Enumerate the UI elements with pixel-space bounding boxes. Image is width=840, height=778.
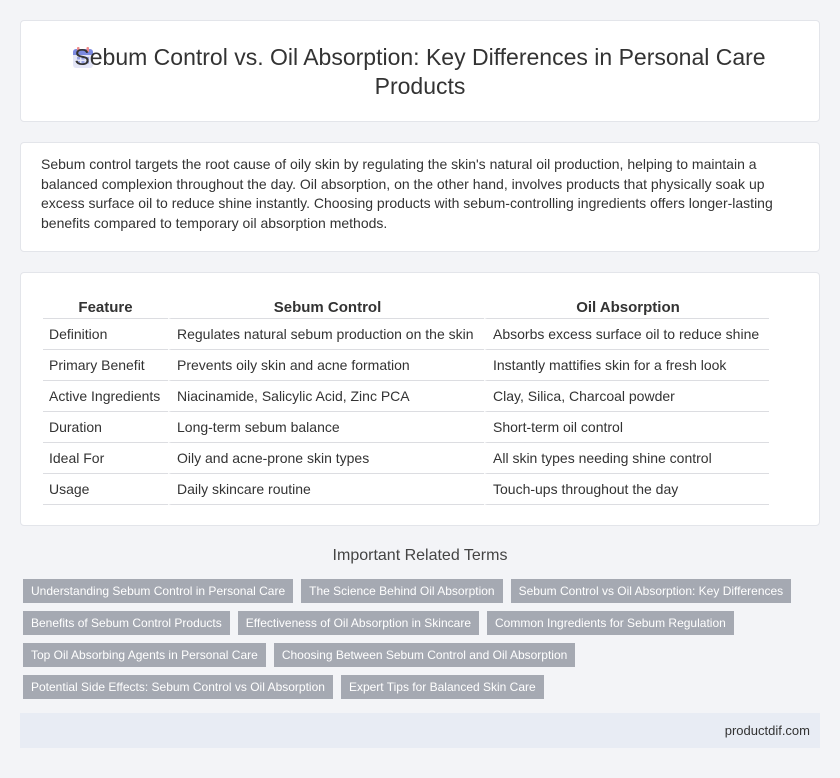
column-header-sebum-control: Sebum Control	[168, 295, 484, 319]
intro-paragraph: Sebum control targets the root cause of oily skin by regulating the skin's natural oil production, helping to maintain a balanced complexion throughout the day. Oil absorption, on the other hand, involves products that physically soak up excess surface oil to reduce shine instantly. Choosing products with sebum-controlling ingredients offers longer-lasting benefits compared to temporary oil absorption methods.	[41, 156, 773, 231]
related-term-link[interactable]: The Science Behind Oil Absorption	[301, 579, 502, 603]
table-cell: Niacinamide, Salicylic Acid, Zinc PCA	[168, 381, 484, 412]
tag-row	[23, 643, 813, 667]
related-term-link[interactable]: Common Ingredients for Sebum Regulation	[487, 611, 734, 635]
table-header-row	[43, 295, 769, 319]
table-cell: Prevents oily skin and acne formation	[168, 350, 484, 381]
table-row	[43, 412, 769, 443]
table-row	[43, 381, 769, 412]
table-cell: Ideal For	[43, 443, 168, 474]
table-cell: Short-term oil control	[484, 412, 769, 443]
intro-card	[20, 142, 820, 252]
table-cell: Long-term sebum balance	[168, 412, 484, 443]
table-cell: Touch-ups throughout the day	[484, 474, 769, 505]
table-cell: Clay, Silica, Charcoal powder	[484, 381, 769, 412]
table-cell: Usage	[43, 474, 168, 505]
table-cell: Active Ingredients	[43, 381, 168, 412]
comparison-table	[43, 295, 769, 505]
related-term-link[interactable]: Benefits of Sebum Control Products	[23, 611, 230, 635]
comparison-card	[20, 272, 820, 526]
related-terms-list	[23, 579, 813, 707]
table-cell: Regulates natural sebum production on the skin	[168, 319, 484, 350]
related-term-link[interactable]: Top Oil Absorbing Agents in Personal Care	[23, 643, 266, 667]
related-term-link[interactable]: Potential Side Effects: Sebum Control vs Oil Absorption	[23, 675, 333, 699]
table-cell: Instantly mattifies skin for a fresh look	[484, 350, 769, 381]
related-term-link[interactable]: Sebum Control vs Oil Absorption: Key Differences	[511, 579, 792, 603]
header-card	[20, 20, 820, 122]
related-term-link[interactable]: Understanding Sebum Control in Personal Care	[23, 579, 293, 603]
table-cell: Definition	[43, 319, 168, 350]
table-row	[43, 443, 769, 474]
tag-row	[23, 675, 813, 699]
tag-row	[23, 611, 813, 635]
table-cell: Primary Benefit	[43, 350, 168, 381]
table-cell: Absorbs excess surface oil to reduce shine	[484, 319, 769, 350]
table-cell: Oily and acne-prone skin types	[168, 443, 484, 474]
column-header-oil-absorption: Oil Absorption	[484, 295, 769, 319]
footer-site-name: productdif.com	[724, 723, 810, 738]
tag-row	[23, 579, 813, 603]
related-term-link[interactable]: Effectiveness of Oil Absorption in Skincare	[238, 611, 479, 635]
table-cell: All skin types needing shine control	[484, 443, 769, 474]
footer-bar	[20, 713, 820, 748]
table-cell: Daily skincare routine	[168, 474, 484, 505]
page-title: Sebum Control vs. Oil Absorption: Key Differences in Personal Care Products	[74, 44, 766, 99]
related-term-link[interactable]: Choosing Between Sebum Control and Oil Absorption	[274, 643, 576, 667]
table-row	[43, 319, 769, 350]
related-term-link[interactable]: Expert Tips for Balanced Skin Care	[341, 675, 544, 699]
table-row	[43, 350, 769, 381]
table-row	[43, 474, 769, 505]
related-terms-heading: Important Related Terms	[332, 547, 508, 564]
column-header-feature: Feature	[43, 295, 168, 319]
table-cell: Duration	[43, 412, 168, 443]
